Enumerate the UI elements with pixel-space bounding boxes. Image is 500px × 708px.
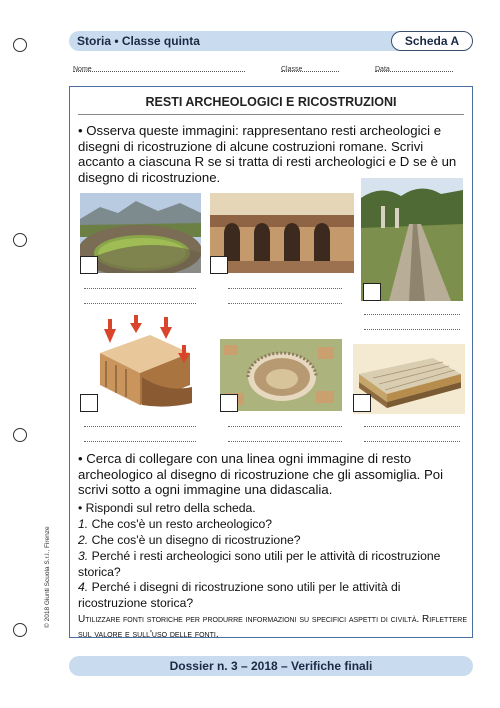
binder-hole xyxy=(13,623,27,637)
colosseum-reconstruction-drawing xyxy=(220,339,342,411)
question-number: 1. xyxy=(78,517,89,531)
question-number: 4. xyxy=(78,580,89,594)
subject-label: Storia • Classe quinta xyxy=(69,31,399,51)
answer-box-1[interactable] xyxy=(80,256,98,274)
underground-ruins-photo xyxy=(210,193,354,273)
caption-line[interactable] xyxy=(228,425,342,427)
question-number: 3. xyxy=(78,549,89,563)
binder-hole xyxy=(13,38,27,52)
binder-hole xyxy=(13,428,27,442)
name-field[interactable] xyxy=(73,66,245,72)
question-text: Che cos'è un resto archeologico? xyxy=(91,517,273,531)
caption-line[interactable] xyxy=(364,313,460,315)
caption-line[interactable] xyxy=(84,440,196,442)
name-label: Nome xyxy=(73,66,92,73)
binder-hole xyxy=(13,233,27,247)
date-field[interactable] xyxy=(375,66,453,72)
learning-objectives: Utilizzare fonti storiche per produrre informazioni su specifici aspetti di civiltà. Riflettere sul valore e sull'uso delle fonti. xyxy=(78,614,468,640)
class-field[interactable] xyxy=(281,66,339,72)
question-number: 2. xyxy=(78,533,89,547)
question-1 xyxy=(78,517,468,533)
title-divider xyxy=(78,114,464,115)
caption-line[interactable] xyxy=(84,425,196,427)
caption-line[interactable] xyxy=(228,440,342,442)
caption-line[interactable] xyxy=(84,302,196,304)
answer-box-4[interactable] xyxy=(80,394,98,412)
caption-line[interactable] xyxy=(228,287,342,289)
worksheet-frame xyxy=(69,86,473,638)
caption-line[interactable] xyxy=(228,302,342,304)
question-4 xyxy=(78,580,468,611)
bath-reconstruction-drawing xyxy=(80,313,202,413)
question-text: Perché i disegni di ricostruzione sono utili per le attività di ricostruzione storica? xyxy=(78,580,401,610)
caption-line[interactable] xyxy=(364,440,460,442)
matching-instruction: • Cerca di collegare con una linea ogni immagine di resto archeologico al disegno di ricostruzione che gli assomiglia. Poi scrivi sotto a ogni immagine una didascalia. xyxy=(78,451,444,497)
question-2 xyxy=(78,533,468,549)
question-3 xyxy=(78,549,468,580)
answer-back-instruction: • Rispondi sul retro della scheda. xyxy=(78,501,256,515)
question-text: Che cos'è un disegno di ricostruzione? xyxy=(91,533,301,547)
answer-box-3[interactable] xyxy=(363,283,381,301)
amphitheater-ruins-photo xyxy=(80,193,201,273)
answer-box-5[interactable] xyxy=(220,394,238,412)
answer-box-6[interactable] xyxy=(353,394,371,412)
date-label: Data xyxy=(375,66,390,73)
caption-line[interactable] xyxy=(364,328,460,330)
sheet-label: Scheda A xyxy=(391,31,473,51)
question-text: Perché i resti archeologici sono utili per le attività di ricostruzione storica? xyxy=(78,549,441,579)
class-label: Classe xyxy=(281,66,303,73)
caption-line[interactable] xyxy=(84,287,196,289)
page-footer: Dossier n. 3 – 2018 – Verifiche finali xyxy=(69,656,473,676)
frame-bottom-line xyxy=(69,637,473,638)
intro-instruction: • Osserva queste immagini: rappresentano resti archeologici e disegni di ricostruzione di alcune costruzioni romane. Scrivi accanto a ciascuna R se si tratta di resti archeologici e D se è un disegno di ricostruzione. xyxy=(78,123,457,185)
copyright-text: © 2018 Giunti Scuola S.r.l., Firenze xyxy=(44,526,51,628)
page-header xyxy=(69,31,473,51)
answer-box-2[interactable] xyxy=(210,256,228,274)
caption-line[interactable] xyxy=(364,425,460,427)
worksheet-title: RESTI ARCHEOLOGICI E RICOSTRUZIONI xyxy=(145,95,397,109)
